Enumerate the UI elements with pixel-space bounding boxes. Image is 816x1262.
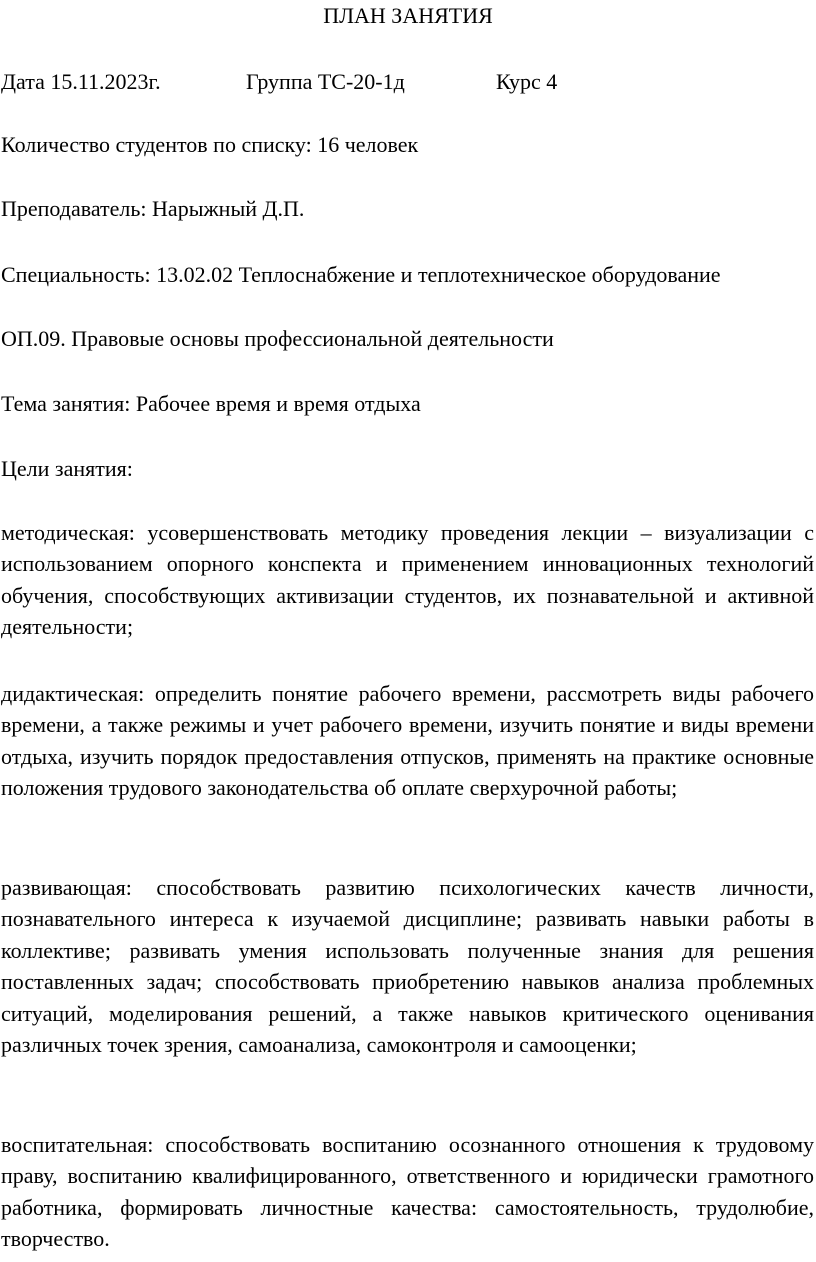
lesson-topic: Тема занятия: Рабочее время и время отдыха xyxy=(1,391,421,416)
lesson-group: Группа ТС-20-1д xyxy=(246,69,405,94)
student-count: Количество студентов по списку: 16 человек xyxy=(1,132,419,157)
specialty: Специальность: 13.02.02 Теплоснабжение и теплотехническое оборудование xyxy=(1,262,721,287)
goal-educational: воспитательная: способствовать воспитанию осознанного отношения к трудовому праву, воспитанию квалифицированного, ответственного и юридически грамотного работника, формировать личностные качества: самостоятельность, трудолюбие, творчество. xyxy=(1,1132,814,1252)
goal-methodical: методическая: усовершенствовать методику проведения лекции – визуализации с использованием опорного конспекта и применением инновационных технологий обучения, способствующих активизации студентов, их познавательной и активной деятельности; xyxy=(1,520,814,640)
goals-heading: Цели занятия: xyxy=(1,456,133,481)
page-title: ПЛАН ЗАНЯТИЯ xyxy=(323,3,493,28)
goal-developing: развивающая: способствовать развитию психологических качеств личности, познавательного интереса к изучаемой дисциплине; развивать навыки работы в коллективе; развивать умения использовать полученные знания для решения поставленных задач; способствовать приобретению навыков анализа проблемных ситуаций, моделирования решений, а также навыков критического оценивания различных точек зрения, самоанализа, самоконтроля и самооценки; xyxy=(1,875,814,1058)
lesson-course: Курс 4 xyxy=(496,69,558,94)
lesson-date: Дата 15.11.2023г. xyxy=(1,69,161,94)
discipline: ОП.09. Правовые основы профессиональной деятельности xyxy=(1,326,554,351)
teacher-name: Преподаватель: Нарыжный Д.П. xyxy=(1,196,305,221)
lesson-meta-row xyxy=(1,69,811,95)
goal-didactic: дидактическая: определить понятие рабочего времени, рассмотреть виды рабочего времени, а также режимы и учет рабочего времени, изучить понятие и виды времени отдыха, изучить порядок предоставления отпусков, применять на практике основные положения трудового законодательства об оплате сверхурочной работы; xyxy=(1,681,814,801)
